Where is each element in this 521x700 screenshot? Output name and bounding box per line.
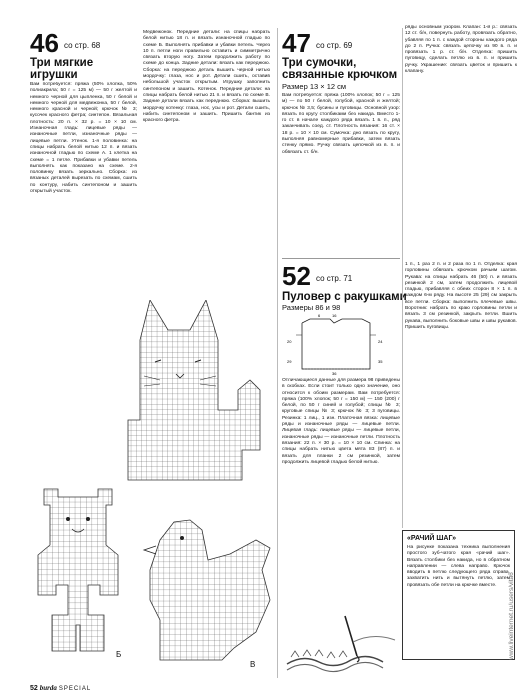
- article-47-title-line1: Три сумочки,: [282, 57, 357, 69]
- schema-label-24: 24: [378, 339, 383, 344]
- article-52-title: Пуловер с ракушками: [282, 291, 407, 303]
- chart-bear: [30, 485, 126, 655]
- schema-label-36: 36: [332, 371, 337, 375]
- article-52-sizes: Размеры 86 и 98: [282, 303, 341, 312]
- article-46-title-line2: игрушки: [30, 69, 78, 81]
- article-47-number: 47: [282, 28, 311, 58]
- pullover-schematic: [282, 313, 400, 375]
- footer: [30, 684, 91, 692]
- tip-box-text: На рисунке показана техника выполнения простого зуб-чатого края «рачий шаг». Вязать столбики без накида, но в обратном направлении — слева направо. Крючок вводить в петлю следующего ряда справа, захватить нить и вытянуть петлю, затем провязать обе петли на крючке вместе.: [407, 545, 510, 588]
- chart-duck-lower: [130, 500, 280, 665]
- chart-label-b: Б: [116, 650, 122, 659]
- schema-label-35: 35: [378, 359, 383, 364]
- article-47-title-line2: связанные крючком: [282, 69, 398, 81]
- article-46-number: 46: [30, 28, 59, 58]
- schema-label-20: 20: [287, 339, 292, 344]
- article-52-number: 52: [282, 261, 311, 291]
- chart-label-v: В: [250, 660, 256, 669]
- schema-label-29: 29: [287, 359, 292, 364]
- article-47-text-col2: ряды основным узором. Клапан: 1-й р.: связать 12 ст. б/н, повернуть работу, провязать обратно, убавляя по 1 п. с каждой стороны каждого ряда до 2 п. Ручка: связать цепочку из 90 в. п. и провязать 1 р. ст. б/н. Отделка: пришить пуговицу, сделать петлю из в. п. и пришить ручку. Украшение: связать цветок и пришить к клапану.: [405, 25, 517, 75]
- article-47-ref: со стр. 69: [316, 41, 353, 50]
- article-47-size: Размер 13 × 12 см: [282, 82, 347, 91]
- schema-label-16: 16: [332, 313, 337, 318]
- article-46-text-col1: Вам потребуется: пряжа (50% хлопка, 50% полиакрила; 50 г = 125 м) — 50 г желтой и немного черной для цыпленка, 50 г белой и немного черной для медвежонка, 50 г белой, немного красной и черной; крючок № 3; кусочек красного фетра; синтепон. Вязальная плотность: 20 п. × 32 р. = 10 × 10 см. Изнаночная гладь: лицевые ряды — изнаночные петли, изнаночные ряды — лицевые петли. Утенок. 1-я половинка: на спицы набрать белой нитью 12 п. и вязать изнаночной гладью по схеме А. 1 клетка на схеме = 1 петле. Прибавки и убавки петель выполнять как показано на схеме. 2-я половинку вязать зеркально. Сборка: из вязаных деталей вырезать по схемам, сшить по контуру, набить синтепоном и зашить открытый участок.: [30, 82, 137, 195]
- article-52-text-col1: Отличающиеся данные для размера 98 приведены в скобках. Если стоит только одно значение, оно относится к обоим размерам. Вам потребуется: пряжа (100% хлопок; 50 г = 150 м) — 150 (200) г белой, по 50 г синей и голубой; спицы № 3; круговые спицы № 3; крючок № 3; 3 пуговицы. Резинка: 1 лиц., 1 изн. Платочная вязка: лицевые ряды и изнаночные ряды — лицевые петли. Лицевая гладь: лицевые ряды — лицевые петли, изнаночные ряды — изнаночные петли. Плотность вязания: 22 п. × 30 р. = 10 × 10 см. Спинка: на спицы набрать нитью цвета мята 83 (87) п. и вязать для планки 2 см резинкой, затем продолжить лицевой гладью белой нитью.: [282, 378, 400, 465]
- article-52-text-col2: 1 п., 1 раз 2 п. и 2 раза по 1 п. Отделка: края горловины обвязать крючком рачьим шагом. Рукава: на спицы набрать 46 (50) п. и вязать резинкой 2 см, затем продолжить лицевой гладью, прибавляя с обеих сторон 8 × 1 п. в каждом 6-м ряду. На высоте 25 (29) см закрыть все петли. Сборка: выполнить плечевые швы. Воротник: набрать по краю горловины петли и вязать 3 см резинкой, закрыть петли. Вшить рукава, выполнить боковые швы и швы рукавов. Пришить пуговицы.: [405, 262, 517, 330]
- tip-box: [402, 530, 515, 660]
- chart-cat-upper: [110, 300, 270, 485]
- page-number: 52: [30, 685, 38, 692]
- article-46-ref: со стр. 68: [64, 41, 101, 50]
- brand-special: SPECIAL: [58, 686, 92, 692]
- watermark: www.liveinternet.ru/users/vita6: [508, 572, 515, 660]
- tip-box-title: «РАЧИЙ ШАГ»: [407, 535, 457, 542]
- crochet-illustration: [283, 612, 401, 682]
- article-46-title-line1: Три мягкие: [30, 57, 94, 69]
- brand-logo: burda: [39, 684, 57, 692]
- article-46-text-col2: Медвежонок. Передние детали: на спицы набрать белой нитью 18 п. и вязать изнаночной гладью по схеме Б. Выполнять прибавки и убавки петель. Через 10 п. петли ноги правильно оставить и симметрично связать вторую ногу. Затем продолжить работу по схеме до конца. Задние детали: вязать как переднюю. Сборка: на переднюю деталь вышить черной нитью мордочку: глаза, нос и рот. Детали сшить, оставив небольшой участок открытым. Игрушку заполнить синтепоном и зашить. Котенок. Передние детали: на спицы набрать белой нитью 21 п. и вязать по схеме В. Задние детали вязать как переднюю. Сборка: вышить мордочку котенку: глаза, нос, усы и рот. Детали сшить, набить синтепоном и зашить. Пришить бантик из красного фетра.: [143, 30, 270, 124]
- article-52-ref: со стр. 71: [316, 274, 353, 283]
- schema-label-6: 6: [318, 313, 321, 318]
- article-47-text-col1: Вам потребуется: пряжа (100% хлопок; 50 г = 125 м) — по 50 г белой, голубой, красной и желтой; крючок № 3,5; бусины и пуговицы. Основной узор: вязать по кругу столбиками без накида. Вместо 1-го ст. в начале каждого ряда вязать 1 в. п., ряд заканчивать соед. ст. Плотность вязания: 16 ст. × 18 р. = 10 × 10 см. Сумочка: дно вязать по кругу, выполняя равномерные прибавки, затем вязать стенку прямо. Ручку связать цепочкой из в. п. и обвязать ст. б/н.: [282, 93, 400, 155]
